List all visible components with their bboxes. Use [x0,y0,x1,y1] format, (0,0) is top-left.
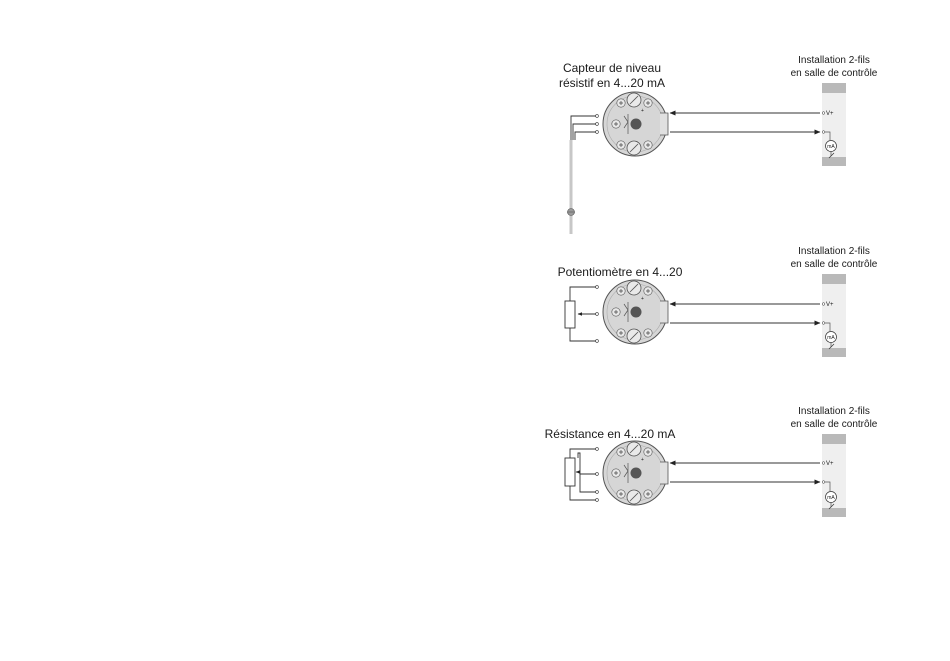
control-room-panel [791,406,878,517]
sensor-title-line-1: Capteur de niveau [562,61,662,75]
diagram-level-sensor [559,55,878,234]
control-title-line-2: en salle de contrôle [790,419,878,430]
control-title-line-1: Installation 2-fils [798,55,870,66]
ammeter-label: mA [827,495,835,501]
diagram-resistance [545,406,878,517]
resistance-symbol [565,448,598,502]
control-title-line-2: en salle de contrôle [790,259,878,270]
control-room-panel [791,55,878,166]
control-title-line-2: en salle de contrôle [790,68,878,79]
transmitter-head [603,441,668,505]
sensor-title-line-2: résistif en 4...20 mA [558,76,666,90]
potentiometer-symbol [565,286,598,343]
vplus-label: V+ [826,302,834,308]
ammeter-label: mA [827,335,835,341]
control-title-line-1: Installation 2-fils [798,246,870,257]
transmitter-head [603,92,668,156]
svg-text:+: + [641,108,644,114]
pot-title: Potentiomètre en 4...20 [557,265,683,279]
control-title-line-1: Installation 2-fils [798,406,870,417]
transmitter-head [603,280,668,344]
svg-text:+: + [641,296,644,302]
svg-text:+: + [641,457,644,463]
diagram-potentiometer [558,246,878,357]
control-room-panel [791,246,878,357]
ammeter-label: mA [827,144,835,150]
vplus-label: V+ [826,111,834,117]
level-probe [567,115,598,234]
resistance-title: Résistance en 4...20 mA [544,427,676,441]
vplus-label: V+ [826,461,834,467]
